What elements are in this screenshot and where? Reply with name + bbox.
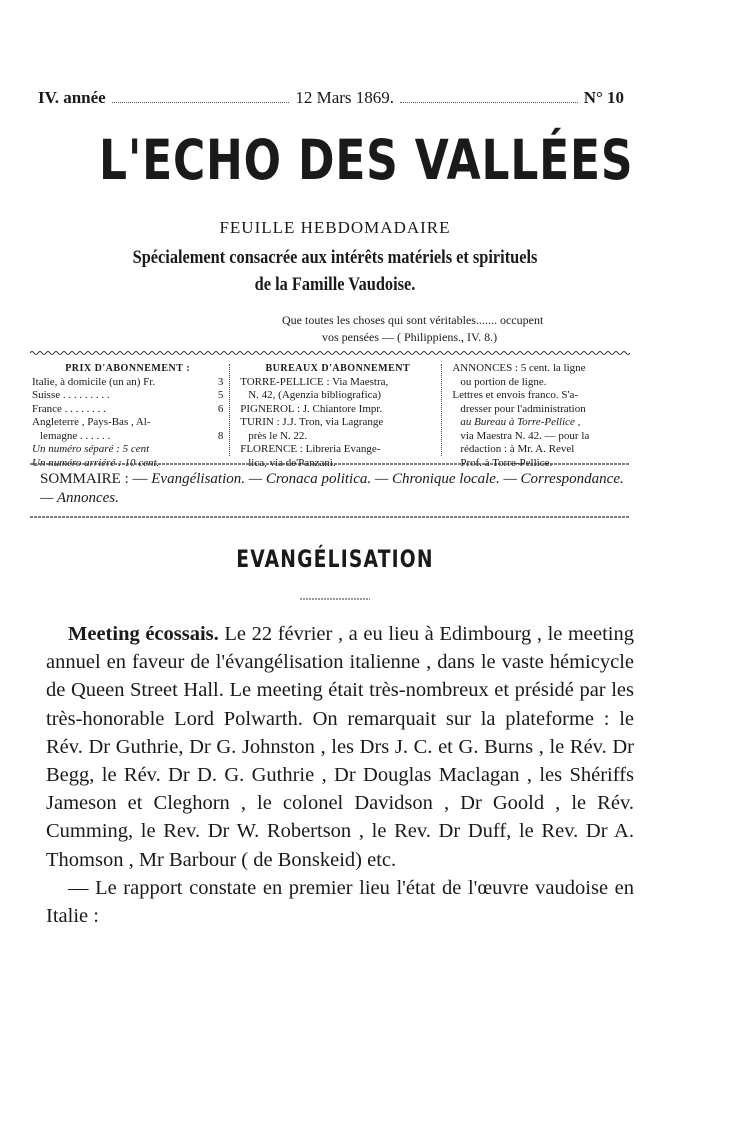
prix-note: Un numéro arriéré : 10 cent. bbox=[32, 456, 160, 469]
annonces-line: Lettres et envois franco. S'a- bbox=[452, 389, 579, 401]
annonces-line: via Maestra N. 42. — pour la bbox=[460, 429, 590, 442]
issue-date: 12 Mars 1869. bbox=[295, 88, 395, 107]
prix-value: 5 bbox=[217, 389, 224, 401]
wavy-divider bbox=[30, 461, 630, 467]
prix-label: Italie, à domicile (un an) Fr. bbox=[32, 375, 156, 388]
tagline-line-1: Spécialement consacrée aux intérêts matériels et spirituels bbox=[132, 247, 538, 268]
newspaper-subtitle: FEUILLE HEBDOMADAIRE bbox=[219, 218, 451, 237]
tagline bbox=[81, 244, 588, 298]
prix-label: lemagne . . . . . . bbox=[40, 429, 111, 442]
annonces-column bbox=[446, 362, 630, 469]
masthead bbox=[38, 88, 624, 110]
article-body bbox=[46, 620, 634, 930]
annonces-line: Prof. à Torre-Pellice. bbox=[460, 456, 553, 469]
dotted-leader bbox=[400, 90, 578, 103]
annonces-line: ou portion de ligne. bbox=[460, 375, 547, 388]
epigraph bbox=[282, 312, 628, 346]
prix-heading: PRIX D'ABONNEMENT : bbox=[65, 363, 191, 374]
prix-label: France . . . . . . . . bbox=[32, 402, 106, 415]
annonces-line: ANNONCES : 5 cent. la ligne bbox=[452, 362, 586, 374]
article-paragraph: — Le rapport constate en premier lieu l'état de l'œuvre vaudoise en Italie : bbox=[46, 876, 634, 928]
bureaux-line: lica, via de'Panzani. bbox=[248, 456, 336, 469]
prix-row bbox=[32, 389, 223, 403]
wavy-divider bbox=[30, 514, 630, 520]
annonces-line: au Bureau à Torre-Pellice , bbox=[460, 416, 581, 428]
epigraph-line-2: vos pensées — ( Philippiens., IV. 8.) bbox=[322, 330, 498, 344]
sommaire-text: Evangélisation. — Cronaca politica. — Chronique locale. — Correspondance. — Annonces. bbox=[40, 471, 624, 506]
annonces-line: rédaction : à Mr. A. Revel bbox=[460, 443, 575, 455]
sommaire-label: SOMMAIRE : — bbox=[40, 471, 148, 487]
section-title: EVANGÉLISATION bbox=[236, 545, 434, 573]
bureaux-column bbox=[234, 362, 441, 469]
epigraph-line-1: Que toutes les choses qui sont véritables....... occupent bbox=[282, 313, 544, 327]
prix-row bbox=[32, 416, 223, 430]
tagline-line-2: de la Famille Vaudoise. bbox=[254, 274, 416, 295]
article-lead: Meeting écossais. bbox=[68, 623, 219, 645]
prix-row bbox=[32, 376, 223, 390]
article-text: Le 22 février , a eu lieu à Edimbourg , le meeting annuel en faveur de l'évangélisation italienne , dans le vaste hémicycle de Queen Street Hall. Le meeting était très-nombreux et présidé par les très-honorable Lord Polwarth. On remarquait sur la plateforme : le Rév. Dr Guthrie, Dr G. Johnston , les Drs J. C. et G. Burns , le Rév. Dr Begg, le Rév. Dr D. G. Guthrie , Dr Douglas Maclagan , les Shériffs Jameson et Cleghorn , le colonel Davidson , Dr Goold , le Rév. Cumming, le Rev. Dr W. Robertson , le Rev. Dr Duff, le Rev. Dr A. Thomson , Mr Barbour ( de Bonskeid) etc. bbox=[46, 623, 635, 871]
newspaper-title: L'ECHO DES VALLÉES bbox=[99, 128, 634, 192]
prix-column bbox=[32, 362, 229, 469]
bureaux-line: N. 42, (Agenzia bibliografica) bbox=[248, 389, 382, 401]
prix-row bbox=[32, 403, 223, 417]
prix-row bbox=[32, 430, 223, 444]
prix-value: 6 bbox=[217, 402, 224, 415]
bureaux-line: près le N. 22. bbox=[248, 429, 308, 442]
prix-value: 3 bbox=[217, 375, 224, 388]
wavy-divider bbox=[30, 350, 630, 356]
bureaux-line: TORRE-PELLICE : Via Maestra, bbox=[240, 375, 389, 388]
bureaux-line: TURIN : J.J. Tron, via Lagrange bbox=[240, 416, 384, 428]
sommaire bbox=[40, 470, 628, 508]
annonces-line: dresser pour l'administration bbox=[460, 402, 586, 415]
bureaux-heading: BUREAUX D'ABONNEMENT bbox=[265, 363, 411, 374]
issue-number: N° 10 bbox=[583, 88, 625, 107]
prix-label: Angleterre , Pays-Bas , Al- bbox=[32, 416, 151, 428]
prix-value: 8 bbox=[217, 429, 224, 442]
dotted-leader bbox=[112, 90, 290, 103]
section-ornament-rule bbox=[300, 588, 370, 592]
article-paragraph bbox=[46, 620, 634, 874]
prix-label: Suisse . . . . . . . . . bbox=[32, 389, 110, 401]
bureaux-line: FLORENCE : Libreria Evange- bbox=[240, 443, 381, 455]
bureaux-line: PIGNEROL : J. Chiantore Impr. bbox=[240, 402, 383, 415]
volume-year: IV. année bbox=[38, 88, 106, 107]
prix-note: Un numéro séparé : 5 cent bbox=[32, 443, 150, 455]
subscription-info bbox=[32, 362, 630, 469]
